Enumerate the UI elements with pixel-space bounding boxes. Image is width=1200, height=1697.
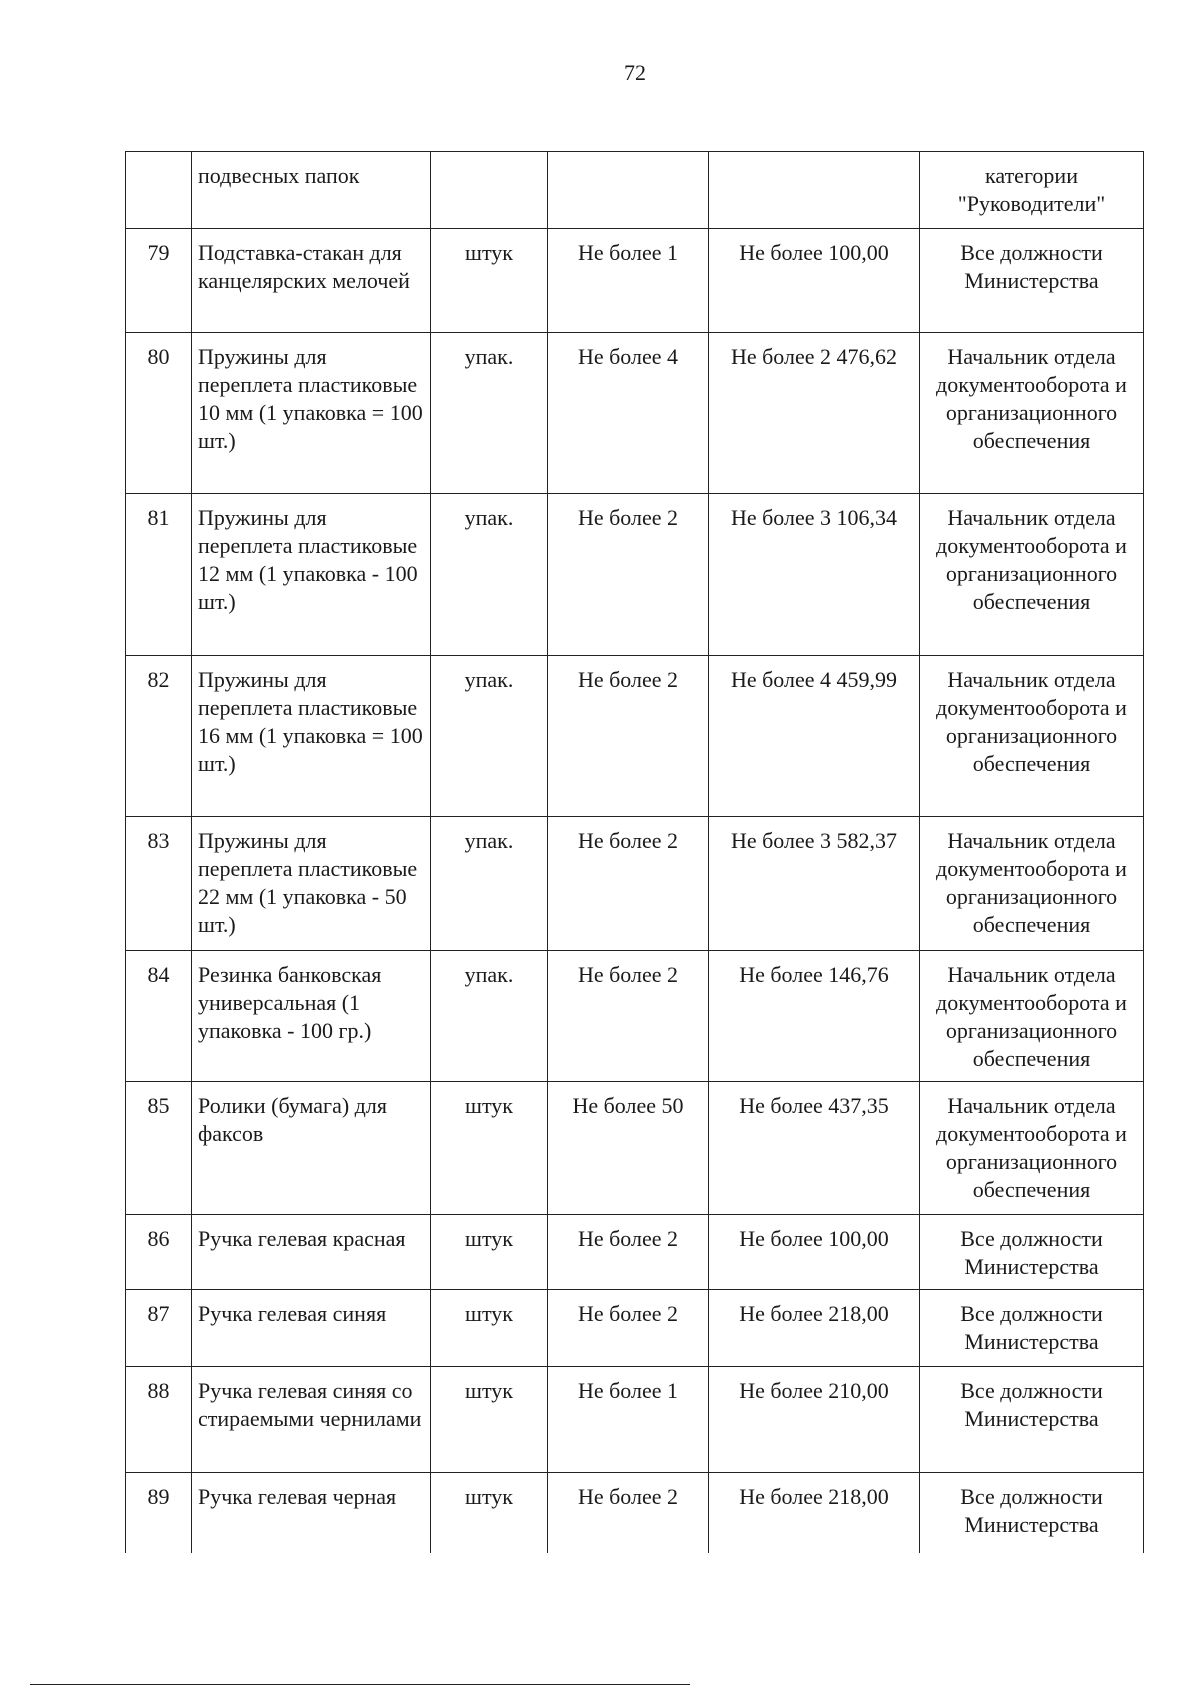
item-price: Не более 100,00 bbox=[709, 229, 920, 333]
item-quantity: Не более 1 bbox=[548, 229, 709, 333]
item-quantity bbox=[548, 152, 709, 229]
table-row bbox=[126, 656, 1144, 817]
item-quantity: Не более 2 bbox=[548, 951, 709, 1082]
row-number: 86 bbox=[126, 1215, 192, 1290]
item-quantity: Не более 2 bbox=[548, 494, 709, 656]
item-quantity: Не более 2 bbox=[548, 656, 709, 817]
item-unit: упак. bbox=[431, 333, 548, 494]
table-row bbox=[126, 494, 1144, 656]
item-name: Резинка банковская универсальная (1 упаковка - 100 гр.) bbox=[192, 951, 431, 1082]
item-price: Не более 3 582,37 bbox=[709, 817, 920, 951]
item-name: подвесных папок bbox=[192, 152, 431, 229]
table-row bbox=[126, 152, 1144, 229]
item-quantity: Не более 2 bbox=[548, 1290, 709, 1367]
footer-rule bbox=[30, 1684, 690, 1685]
item-unit: упак. bbox=[431, 494, 548, 656]
item-quantity: Не более 2 bbox=[548, 817, 709, 951]
item-category: Начальник отдела документооборота и организационного обеспечения bbox=[920, 1082, 1144, 1215]
item-price bbox=[709, 152, 920, 229]
item-category: Начальник отдела документооборота и организационного обеспечения bbox=[920, 951, 1144, 1082]
item-quantity: Не более 50 bbox=[548, 1082, 709, 1215]
row-number: 89 bbox=[126, 1473, 192, 1553]
row-number: 82 bbox=[126, 656, 192, 817]
item-unit bbox=[431, 152, 548, 229]
item-unit: упак. bbox=[431, 656, 548, 817]
item-price: Не более 146,76 bbox=[709, 951, 920, 1082]
item-price: Не более 3 106,34 bbox=[709, 494, 920, 656]
item-quantity: Не более 2 bbox=[548, 1473, 709, 1553]
item-name: Подставка-стакан для канцелярских мелочей bbox=[192, 229, 431, 333]
row-number: 80 bbox=[126, 333, 192, 494]
item-category: Начальник отдела документооборота и организационного обеспечения bbox=[920, 333, 1144, 494]
table-row bbox=[126, 1082, 1144, 1215]
table-row bbox=[126, 817, 1144, 951]
item-category: Все должности Министерства bbox=[920, 1215, 1144, 1290]
item-quantity: Не более 4 bbox=[548, 333, 709, 494]
item-category: Все должности Министерства bbox=[920, 1473, 1144, 1553]
item-unit: штук bbox=[431, 229, 548, 333]
table-row bbox=[126, 1290, 1144, 1367]
row-number bbox=[126, 152, 192, 229]
row-number: 79 bbox=[126, 229, 192, 333]
item-name: Пружины для переплета пластиковые 16 мм (1 упаковка = 100 шт.) bbox=[192, 656, 431, 817]
item-category: Все должности Министерства bbox=[920, 1367, 1144, 1473]
item-name: Ручка гелевая синяя со стираемыми чернилами bbox=[192, 1367, 431, 1473]
item-quantity: Не более 2 bbox=[548, 1215, 709, 1290]
item-price: Не более 210,00 bbox=[709, 1367, 920, 1473]
item-unit: штук bbox=[431, 1082, 548, 1215]
item-category: Все должности Министерства bbox=[920, 1290, 1144, 1367]
item-name: Ручка гелевая черная bbox=[192, 1473, 431, 1553]
table-row bbox=[126, 1215, 1144, 1290]
item-unit: штук bbox=[431, 1473, 548, 1553]
item-price: Не более 218,00 bbox=[709, 1290, 920, 1367]
item-category: Начальник отдела документооборота и организационного обеспечения bbox=[920, 494, 1144, 656]
item-unit: штук bbox=[431, 1215, 548, 1290]
item-price: Не более 4 459,99 bbox=[709, 656, 920, 817]
item-price: Не более 2 476,62 bbox=[709, 333, 920, 494]
table-row bbox=[126, 229, 1144, 333]
item-name: Ручка гелевая синяя bbox=[192, 1290, 431, 1367]
table-row bbox=[126, 1473, 1144, 1553]
item-price: Не более 437,35 bbox=[709, 1082, 920, 1215]
table-row bbox=[126, 333, 1144, 494]
row-number: 81 bbox=[126, 494, 192, 656]
item-name: Пружины для переплета пластиковые 12 мм (1 упаковка - 100 шт.) bbox=[192, 494, 431, 656]
item-unit: упак. bbox=[431, 817, 548, 951]
item-unit: упак. bbox=[431, 951, 548, 1082]
item-name: Ролики (бумага) для факсов bbox=[192, 1082, 431, 1215]
item-category: Начальник отдела документооборота и организационного обеспечения bbox=[920, 656, 1144, 817]
table-row bbox=[126, 1367, 1144, 1473]
items-table bbox=[125, 151, 1144, 1553]
item-name: Пружины для переплета пластиковые 22 мм (1 упаковка - 50 шт.) bbox=[192, 817, 431, 951]
row-number: 83 bbox=[126, 817, 192, 951]
row-number: 87 bbox=[126, 1290, 192, 1367]
item-category: Начальник отдела документооборота и организационного обеспечения bbox=[920, 817, 1144, 951]
item-quantity: Не более 1 bbox=[548, 1367, 709, 1473]
page-number: 72 bbox=[624, 60, 646, 85]
item-price: Не более 218,00 bbox=[709, 1473, 920, 1553]
table-row bbox=[126, 951, 1144, 1082]
row-number: 88 bbox=[126, 1367, 192, 1473]
item-unit: штук bbox=[431, 1367, 548, 1473]
row-number: 84 bbox=[126, 951, 192, 1082]
item-price: Не более 100,00 bbox=[709, 1215, 920, 1290]
item-name: Пружины для переплета пластиковые 10 мм (1 упаковка = 100 шт.) bbox=[192, 333, 431, 494]
item-unit: штук bbox=[431, 1290, 548, 1367]
row-number: 85 bbox=[126, 1082, 192, 1215]
item-name: Ручка гелевая красная bbox=[192, 1215, 431, 1290]
item-category: категории "Руководители" bbox=[920, 152, 1144, 229]
item-category: Все должности Министерства bbox=[920, 229, 1144, 333]
